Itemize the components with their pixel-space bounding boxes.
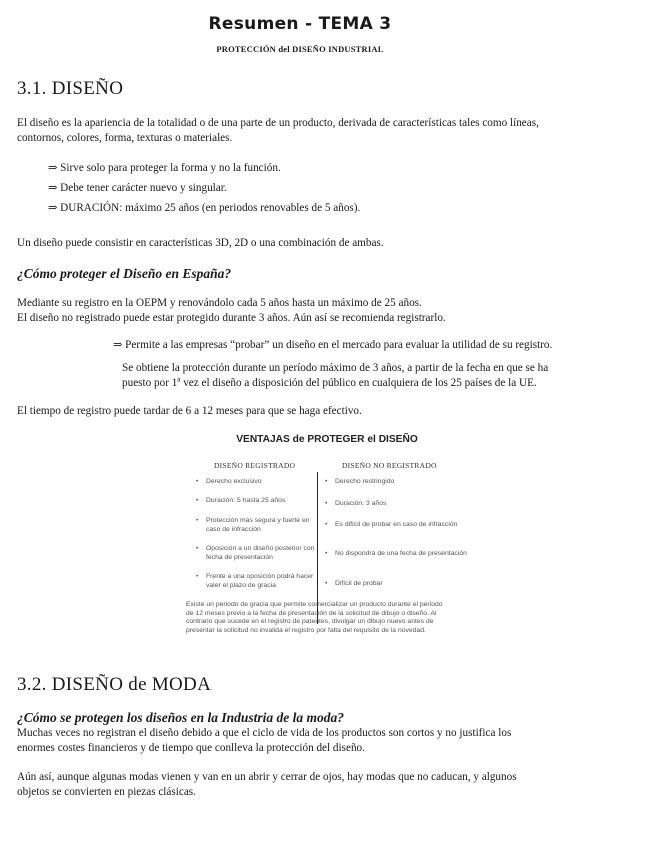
registered-item-text: Protección más segura y fuerte en caso de infracción [206,517,310,533]
registered-item [194,573,324,590]
page-title: Resumen - TEMA 3 [208,14,392,34]
grace-period-note [186,601,468,636]
figure-title: VENTAJAS de PROTEGER el DISEÑO [236,434,418,445]
bullet-dot: • [325,478,328,485]
registered-item-text: Frente a una oposición podrá hacer valer el plazo de gracia [206,573,314,589]
bullet-dot: • [325,550,328,557]
unregistered-item [323,478,470,487]
bullet-dot: • [196,478,199,485]
unregistered-item-text: No dispondrá de una fecha de presentación [335,550,467,557]
bullet-dot: • [196,497,199,504]
registered-item-text: Derecho exclusivo [206,478,262,485]
grace-period-line: presentar la solicitud no invalida el registro por falta del requisito de la novedad. [186,627,426,635]
registered-item [194,545,324,562]
unregistered-item [323,550,470,559]
registered-item [194,478,324,487]
unregistered-item-text: Duración: 3 años [335,500,387,507]
bullet-dot: • [325,580,328,587]
intro-line-2: contornos, colores, forma, texturas o materiales. [17,132,233,144]
unregistered-item [323,580,470,589]
bullet-item: ⇒ Debe tener carácter nuevo y singular. [48,182,227,194]
unregistered-item-text: Difícil de probar [335,580,383,587]
eu-protection-line-2: puesto por 1ª vez el diseño a disposición del público en cualquiera de los 25 países de la UE. [122,377,537,389]
bullet-item: ⇒ Sirve solo para proteger la forma y no la función. [48,162,281,174]
fashion-p1-line-1: Muchas veces no registran el diseño debido a que el ciclo de vida de los productos son cortos y no justifica los [17,727,512,739]
bullet-dot: • [196,573,199,580]
unregistered-item-text: Derecho restringido [335,478,395,485]
dimensions-text: Un diseño puede consistir en características 3D, 2D o una combinación de ambas. [17,237,384,249]
grace-period-line: Existe un periodo de gracia que permite comercializar un producto durante el periodo [186,601,443,608]
arrow-note: ⇒ Permite a las empresas “probar” un diseño en el mercado para evaluar la utilidad de su registro. [113,339,553,351]
subheading-moda: ¿Cómo se protegen los diseños en la Industria de la moda? [17,710,345,725]
advantages-figure [186,428,468,643]
intro-line-1: El diseño es la apariencia de la totalidad o de una parte de un producto, derivada de características tales como líneas, [17,117,539,129]
bullet-dot: • [325,521,328,528]
fashion-p2-line-1: Aún así, aunque algunas modas vienen y van en un abrir y cerrar de ojos, hay modas que no caducan, y algunos [17,771,517,783]
section-heading-moda: 3.2. DISEÑO de MODA [17,674,212,695]
page-subtitle: PROTECCIÓN del DISEÑO INDUSTRIAL [216,44,384,54]
grace-period-line: contrario que sucede en el registro de patentes, divulgar un dibujo nuevo antes de [186,618,434,626]
subheading-proteger: ¿Cómo proteger el Diseño en España? [17,266,232,281]
bullet-item: ⇒ DURACIÓN: máximo 25 años (en periodos renovables de 5 años). [48,202,361,214]
unregistered-item [323,500,470,509]
bullet-dot: • [196,545,199,552]
column-head-unregistered: DISEÑO NO REGISTRADO [342,461,437,470]
column-head-registered: DISEÑO REGISTRADO [214,461,296,470]
fashion-p1-line-2: enormes costes financieros y de tiempo que conlleva la protección del diseño. [17,742,365,754]
bullet-dot: • [196,517,199,524]
registration-line-2: El diseño no registrado puede estar protegido durante 3 años. Aún así se recomienda registrarlo. [17,312,446,324]
registered-item-text: Duración: 5 hasta 25 años [206,497,286,504]
eu-protection-line-1: Se obtiene la protección durante un período máximo de 3 años, a partir de la fecha en que se ha [122,362,549,374]
bullet-dot: • [325,500,328,507]
registration-line-1: Mediante su registro en la OEPM y renovándolo cada 5 años hasta un máximo de 25 años. [17,297,422,309]
registration-time-note: El tiempo de registro puede tardar de 6 a 12 meses para que se haga efectivo. [17,405,362,417]
section-heading-diseno: 3.1. DISEÑO [17,78,124,99]
fashion-p2-line-2: objetos se convierten en piezas clásicas. [17,786,196,798]
grace-period-line: de 12 meses previo a la fecha de presentación de la solicitud de dibujo o diseño. Al [186,609,437,617]
unregistered-item [323,521,470,530]
registered-item [194,517,324,534]
unregistered-item-text: Es difícil de probar en caso de infracción [335,521,458,528]
registered-item [194,497,324,506]
registered-item-text: Oposición a un diseño posterior con fecha de presentación [206,545,315,561]
